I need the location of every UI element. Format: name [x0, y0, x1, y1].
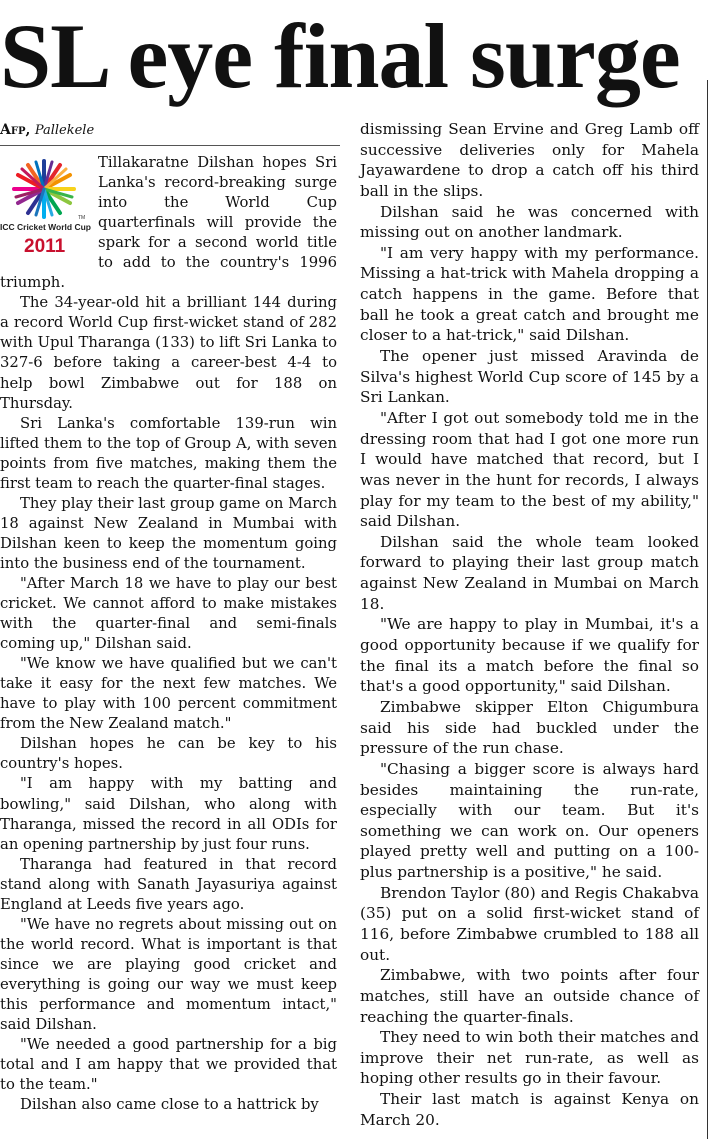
paragraph: "We needed a good partnership for a big total and I am happy that we provided that to the team." [0, 1036, 337, 1094]
paragraph: Dilshan said he was concerned with missing out on another landmark. [360, 202, 699, 242]
byline-agency: Afp, [0, 122, 31, 138]
column-divider-right [707, 80, 708, 1139]
paragraph: Dilshan said the whole team looked forward to playing their last group match against New Zealand in Mumbai on March 18. [360, 532, 699, 613]
paragraph: "After March 18 we have to play our best cricket. We cannot afford to make mistakes with the quarter-final and semi-finals coming up," Dilshan said. [0, 574, 337, 653]
left-column [0, 153, 337, 1115]
logo-year: 2011 [24, 236, 66, 257]
logo-float-spacer [0, 153, 98, 258]
paragraph: The opener just missed Aravinda de Silva's highest World Cup score of 145 by a Sri Lankan. [360, 347, 699, 407]
paragraph: Brendon Taylor (80) and Regis Chakabva (35) put on a solid first-wicket stand of 116, before Zimbabwe crumbled to 188 all out. [360, 883, 699, 964]
logo-line1: ICC Cricket World Cup [0, 222, 91, 232]
paragraph: They need to win both their matches and improve their net run-rate, as well as hoping other results go in their favour. [360, 1028, 699, 1088]
paragraph: Their last match is against Kenya on March 20. [360, 1090, 699, 1129]
paragraph: "After I got out somebody told me in the dressing room that had I got one more run I would have matched that record, but I was never in the hunt for records, I always play for my team to the best of my ability," said Dilshan. [360, 408, 699, 531]
paragraph: Sri Lanka's comfortable 139-run win lifted them to the top of Group A, with seven points from five matches, making them the first team to reach the quarter-final stages. [0, 414, 337, 492]
paragraph: dismissing Sean Ervine and Greg Lamb off successive deliveries only for Mahela Jayawardene to drop a catch off his third ball in the slips. [360, 120, 699, 200]
paragraph: They play their last group game on March 18 against New Zealand in Mumbai with Dilshan keen to keep the momentum going into the business end of the tournament. [0, 494, 337, 572]
headline: SL eye final surge [0, 5, 680, 107]
right-column [360, 119, 699, 1130]
paragraph: "We have no regrets about missing out on the world record. What is important is that since we are playing good cricket and everything is going our way we must keep this performance and momentum intact," said Dilshan. [0, 915, 337, 1034]
paragraph: Tillakaratne Dilshan hopes Sri Lanka's record-breaking surge into the World Cup quarterfinals will provide the spark for a second world title to add to the country's 1996 triumph. [0, 154, 337, 292]
paragraph: Dilshan hopes he can be key to his country's hopes. [0, 735, 337, 773]
paragraph: "I am happy with my batting and bowling," said Dilshan, who along with Tharanga, missed the record in all ODIs for an opening partnership by just four runs. [0, 775, 337, 853]
byline [0, 120, 94, 140]
byline-place: Pallekele [34, 123, 95, 138]
paragraph: "I am very happy with my performance. Missing a hat-trick with Mahela dropping a catch happens in the game. Before that ball he took a great catch and brought me closer to a hat-trick," said Dilshan. [360, 243, 699, 345]
paragraph: Tharanga had featured in that record stand along with Sanath Jayasuriya against England at Leeds five years ago. [0, 855, 337, 913]
paragraph: Dilshan also came close to a hattrick by [20, 1096, 319, 1114]
paragraph: Zimbabwe skipper Elton Chigumbura said his side had buckled under the pressure of the run chase. [360, 697, 699, 758]
paragraph: The 34-year-old hit a brilliant 144 during a record World Cup first-wicket stand of 282 with Upul Tharanga (133) to lift Sri Lanka to 327-6 before taking a career-best 4-4 to help bowl Zimbabwe out for 188 on Thursday. [0, 294, 337, 412]
paragraph: "We know we have qualified but we can't take it easy for the next few matches. We have to play with 100 percent commitment from the New Zealand match." [0, 655, 337, 733]
logo-tm: TM [78, 215, 86, 221]
paragraph: "We are happy to play in Mumbai, it's a good opportunity because if we qualify for the final its a match before the final so that's a good opportunity," said Dilshan. [360, 615, 699, 696]
paragraph: Zimbabwe, with two points after four matches, still have an outside chance of reaching the quarter-finals. [360, 966, 699, 1026]
paragraph: "Chasing a bigger score is always hard besides maintaining the run-rate, especially with our team. But it's something we can work on. Our openers played pretty well and putting on a 100-plus partnership is a positive," he said. [360, 759, 699, 882]
byline-rule [0, 145, 340, 146]
